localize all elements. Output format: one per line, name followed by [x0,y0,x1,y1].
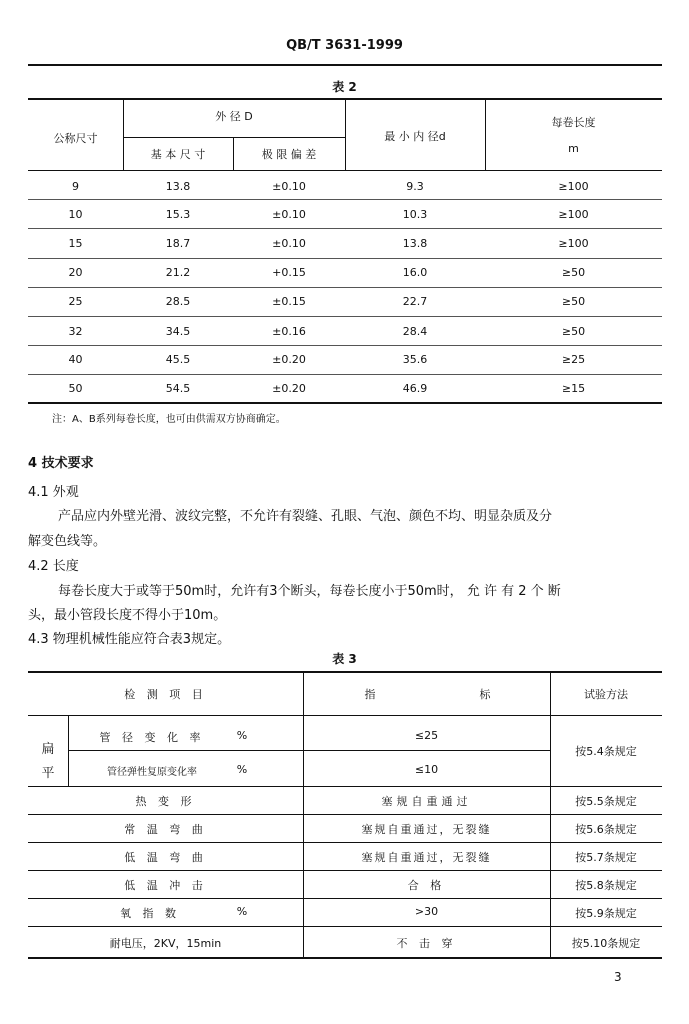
section-4-2-line-1: 每卷长度大于或等于50m时，允许有3个断头，每卷长度小于50m时， 允 许 有 2 个 断 [58,584,561,599]
t2-inner: 13.8 [402,237,428,250]
t2-inner: 9.3 [406,180,424,193]
t3-row-rule [68,750,550,751]
header-length-unit: m [568,142,579,155]
t2-basic: 45.5 [165,353,191,366]
section-4-1-line-1: 产品应内外壁光滑、波纹完整，不允许有裂缝、孔眼、气泡、颜色不均、明显杂质及分 [58,509,553,524]
table-3-bottom-rule [28,957,662,959]
t2-size: 40 [68,353,83,366]
t3-method: 按5.10条规定 [571,937,641,950]
t2-dev: ±0.10 [272,208,306,221]
t2-length: ≥100 [558,180,589,193]
t3-header-method: 试验方法 [584,688,628,701]
t2-row-rule [28,199,662,200]
t3-flat-method: 按5.4条规定 [575,745,637,758]
table-2-note: 注：A、B系列每卷长度，也可由供需双方协商确定。 [52,414,286,425]
section-4-2-title: 4.2 长度 [28,559,79,574]
t3-row-rule [28,926,662,927]
section-4-1-line-2: 解变色线等。 [28,534,107,549]
page-number: 3 [614,970,622,984]
t2-dev: ±0.10 [272,237,306,250]
t2-row-rule [28,374,662,375]
t3-unit: % [236,763,248,776]
t2-size: 20 [68,266,83,279]
t2-basic: 54.5 [165,382,191,395]
table-2-vline [485,100,486,170]
t2-dev: ±0.20 [272,353,306,366]
t3-value: 不 击 穿 [396,937,457,950]
t2-length: ≥100 [558,208,589,221]
t2-size: 25 [68,295,83,308]
t2-length: ≥100 [558,237,589,250]
t2-length: ≥50 [561,266,586,279]
t2-basic: 15.3 [165,208,191,221]
t3-method: 按5.8条规定 [575,879,637,892]
t3-row-rule [28,842,662,843]
t2-length: ≥50 [561,325,586,338]
t2-inner: 28.4 [402,325,428,338]
t3-unit: % [236,905,248,918]
section-4-heading: 4 技术要求 [28,456,94,471]
header-sub-rule [123,137,345,138]
t3-item: 常 温 弯 曲 [124,823,207,836]
t2-basic: 28.5 [165,295,191,308]
header-basic-size: 基 本 尺 寸 [150,148,206,161]
t2-size: 15 [68,237,83,250]
t3-method: 按5.9条规定 [575,907,637,920]
t3-value: 塞规自重通过，无裂缝 [361,823,492,836]
header-min-inner-diameter: 最 小 内 径d [384,130,446,143]
t2-row-rule [28,345,662,346]
t3-item: 热 变 形 [135,795,196,808]
t3-value: 合 格 [407,879,446,892]
section-4-1-title: 4.1 外观 [28,485,79,500]
section-4-2-line-2: 头，最小管段长度不得小于10m。 [28,608,227,623]
t2-length: ≥15 [561,382,586,395]
t3-row-rule [28,814,662,815]
t2-size: 32 [68,325,83,338]
t2-inner: 16.0 [402,266,428,279]
t2-dev: +0.15 [272,266,306,279]
t3-unit: % [236,729,248,742]
t2-dev: ±0.10 [272,180,306,193]
t3-method: 按5.6条规定 [575,823,637,836]
t3-item: 低 温 冲 击 [124,879,207,892]
t2-dev: ±0.15 [272,295,306,308]
t2-inner: 46.9 [402,382,428,395]
t2-size: 10 [68,208,83,221]
table-2-bottom-rule [28,402,662,404]
table-2-vline [123,100,124,170]
table-3-top-rule [28,671,662,673]
t3-row-rule [28,898,662,899]
t3-method: 按5.5条规定 [575,795,637,808]
header-outer-diameter: 外 径 D [215,110,253,123]
table-3-header-rule [28,715,662,716]
t3-value: 塞规自重通过，无裂缝 [361,851,492,864]
t3-item: 低 温 弯 曲 [124,851,207,864]
t3-header-index-left: 指 [364,688,376,701]
t2-basic: 34.5 [165,325,191,338]
t2-row-rule [28,258,662,259]
t3-item: 管 径 变 化 率 [99,731,205,744]
t2-size: 50 [68,382,83,395]
table-2-vline [233,138,234,170]
t2-length: ≥25 [561,353,586,366]
t3-flat-label-2: 平 [41,766,55,781]
t3-header-item: 检 测 项 目 [124,688,207,701]
t2-row-rule [28,287,662,288]
t3-item: 氧 指 数 [120,907,180,920]
t2-length: ≥50 [561,295,586,308]
header-length-per-roll: 每卷长度 [551,116,596,129]
header-limit-deviation: 极 限 偏 差 [261,148,317,161]
t3-header-index-right: 标 [479,688,491,701]
t3-item: 管径弹性复原变化率 [107,767,197,778]
t3-method: 按5.7条规定 [575,851,637,864]
t2-dev: ±0.20 [272,382,306,395]
standard-number: QB/T 3631-1999 [286,38,403,53]
t2-inner: 10.3 [402,208,428,221]
t3-value: >30 [414,905,439,918]
t3-value: ≤10 [414,763,439,776]
t3-value: 塞规自重通过 [381,795,472,808]
t2-dev: ±0.16 [272,325,306,338]
t2-basic: 13.8 [165,180,191,193]
section-4-3: 4.3 物理机械性能应符合表3规定。 [28,632,231,647]
t3-row-rule [28,786,662,787]
t3-row-rule [28,870,662,871]
table-2-header-rule [28,170,662,171]
table-2-vline [345,100,346,170]
header-nominal-size: 公称尺寸 [53,132,98,145]
header-rule [28,64,662,66]
table-3-title: 表 3 [332,652,357,666]
t2-basic: 21.2 [165,266,191,279]
t3-item: 耐电压，2KV，15min [109,937,222,950]
t2-inner: 22.7 [402,295,428,308]
table-2-title: 表 2 [332,80,357,94]
t2-inner: 35.6 [402,353,428,366]
t2-row-rule [28,228,662,229]
t2-basic: 18.7 [165,237,191,250]
t3-value: ≤25 [414,729,439,742]
t2-row-rule [28,316,662,317]
t3-flat-label-1: 扁 [41,742,55,757]
t2-size: 9 [72,180,79,193]
